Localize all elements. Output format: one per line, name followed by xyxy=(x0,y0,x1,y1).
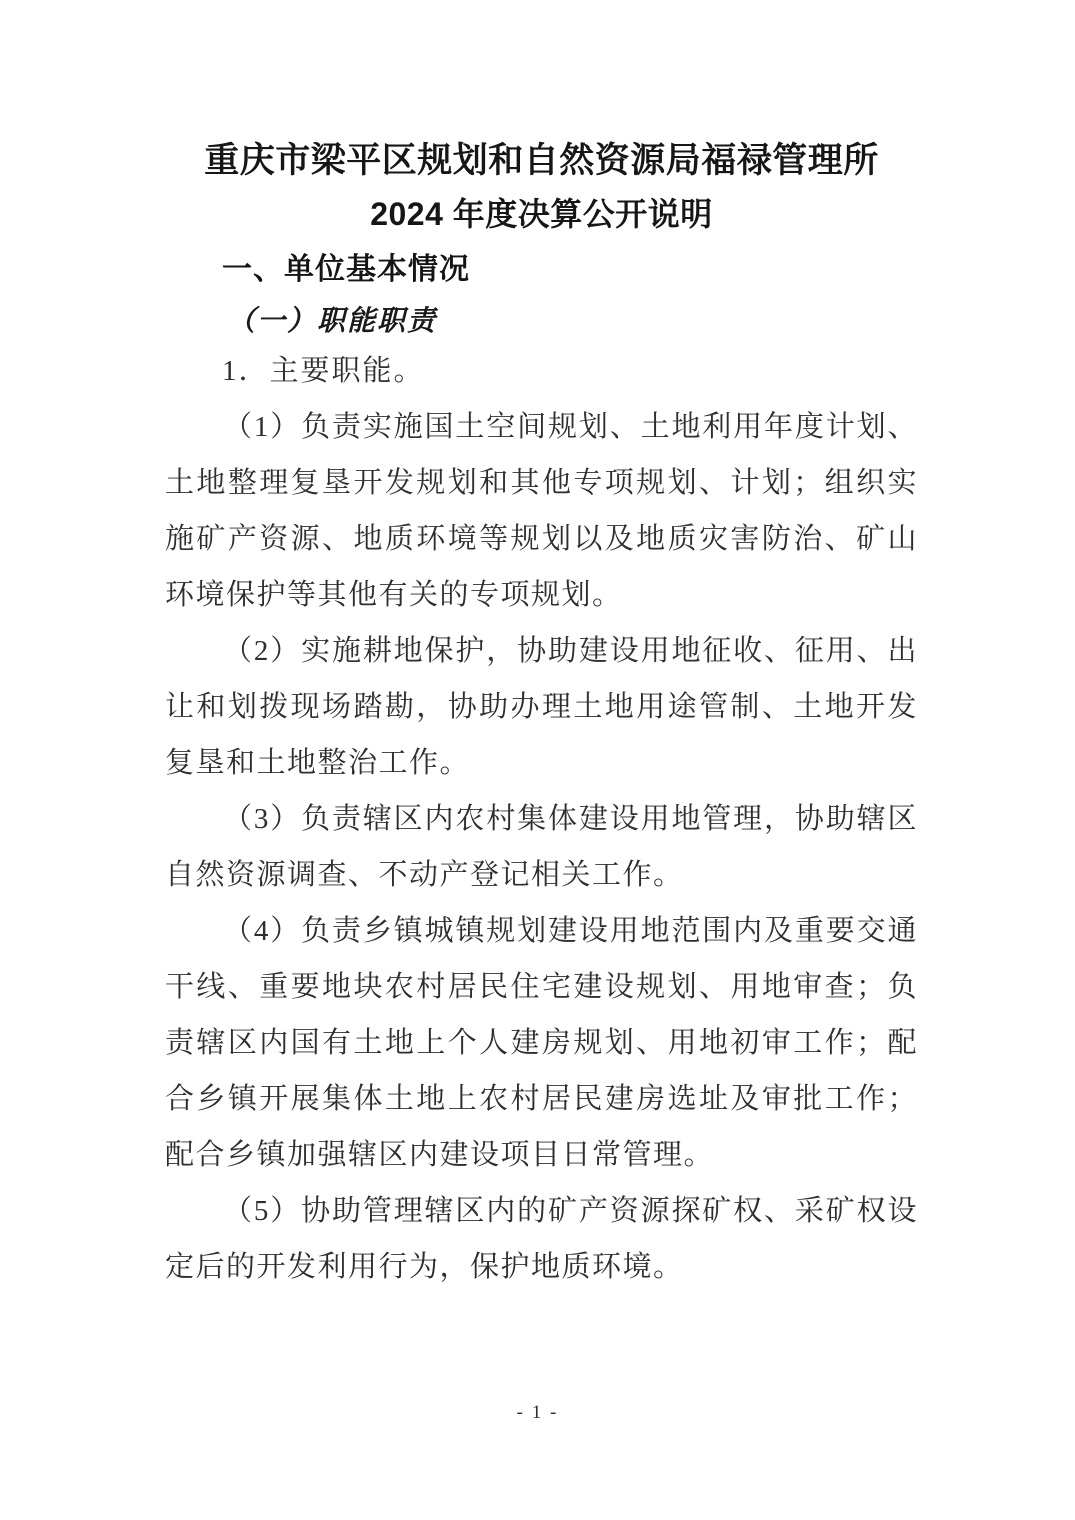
paragraph-function-4: （4）负责乡镇城镇规划建设用地范围内及重要交通干线、重要地块农村居民住宅建设规划、用地审查；负责辖区内国有土地上个人建房规划、用地初审工作；配合乡镇开展集体土地上农村居民建房选址及审批工作；配合乡镇加强辖区内建设项目日常管理。 xyxy=(165,915,918,1171)
paragraph-function-5: （5）协助管理辖区内的矿产资源探矿权、采矿权设定后的开发利用行为，保护地质环境。 xyxy=(165,1195,918,1283)
subsection-heading-functions: （一）职能职责 xyxy=(227,306,438,337)
list-item-main-functions: 1．主要职能。 xyxy=(222,355,425,387)
document-title-line1: 重庆市梁平区规划和自然资源局福禄管理所 xyxy=(204,141,879,180)
paragraph-function-3: （3）负责辖区内农村集体建设用地管理，协助辖区自然资源调查、不动产登记相关工作。 xyxy=(165,803,918,891)
document-content xyxy=(165,0,918,1295)
page-number: - 1 - xyxy=(516,1402,559,1423)
paragraph-function-1: （1）负责实施国土空间规划、土地利用年度计划、土地整理复垦开发规划和其他专项规划、计划；组织实施矿产资源、地质环境等规划以及地质灾害防治、矿山环境保护等其他有关的专项规划。 xyxy=(165,411,918,611)
document-title-line2: 2024 年度决算公开说明 xyxy=(370,196,713,232)
paragraph-function-2: （2）实施耕地保护，协助建设用地征收、征用、出让和划拨现场踏勘，协助办理土地用途管制、土地开发复垦和土地整治工作。 xyxy=(165,635,918,779)
section-heading-basic-info: 一、单位基本情况 xyxy=(222,253,470,286)
